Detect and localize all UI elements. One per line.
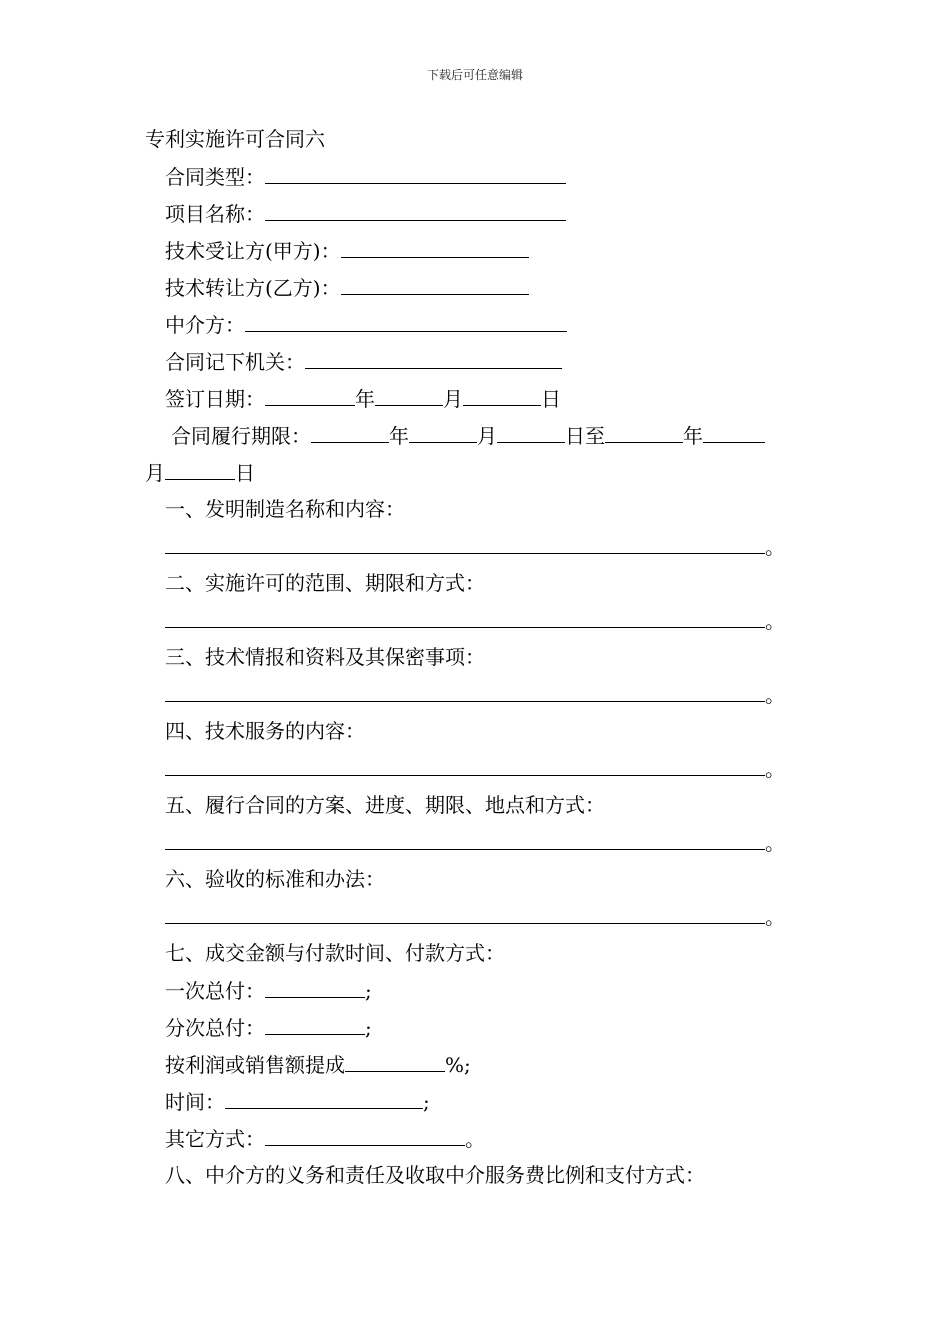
section-3-end: 。 [765,683,785,707]
day-label: 日 [541,387,561,411]
profit-pct-row [145,1049,825,1086]
term-end-month-blank[interactable] [703,420,765,443]
section-3-blank[interactable] [165,679,765,702]
section-6-fill-row [145,901,825,938]
section-2-end: 。 [765,609,785,633]
section-2-blank[interactable] [165,605,765,628]
installment-blank[interactable] [265,1012,365,1035]
other-method-blank[interactable] [265,1123,465,1146]
party-b-label: 技术转让方(乙方)： [165,276,341,300]
section-1-heading: 一、发明制造名称和内容： [165,497,405,521]
registry-blank[interactable] [305,346,562,369]
term-start-month-blank[interactable] [409,420,477,443]
project-name-row [145,198,825,235]
other-method-row [145,1123,825,1160]
section-1-blank[interactable] [165,531,765,554]
day-label: 日 [235,461,255,485]
time-row [145,1086,825,1123]
year-label: 年 [355,387,375,411]
sign-day-blank[interactable] [463,383,541,406]
intermediary-blank[interactable] [245,309,567,332]
percent-label: %; [445,1053,471,1077]
term-end-day-blank[interactable] [165,457,235,480]
contract-document [145,124,825,1197]
document-title: 专利实施许可合同六 [145,127,325,151]
day-to-label: 日至 [565,424,605,448]
contract-type-blank[interactable] [265,161,566,184]
section-2-fill-row [145,605,825,642]
section-4-heading: 四、技术服务的内容： [165,719,365,743]
section-1-end: 。 [765,535,785,559]
year-label: 年 [389,424,409,448]
term-start-day-blank[interactable] [497,420,565,443]
section-5-end: 。 [765,831,785,855]
section-4-blank[interactable] [165,753,765,776]
section-2-heading: 二、实施许可的范围、期限和方式： [165,571,485,595]
registry-label: 合同记下机关： [165,350,305,374]
section-3-heading: 三、技术情报和资料及其保密事项： [165,645,485,669]
installment-row [145,1012,825,1049]
time-label: 时间： [165,1090,225,1114]
sign-date-row [145,383,825,420]
profit-pct-label: 按利润或销售额提成 [165,1053,345,1077]
installment-semicolon: ; [365,1016,372,1040]
month-label: 月 [477,424,497,448]
lump-sum-label: 一次总付： [165,979,265,1003]
party-b-blank[interactable] [341,272,529,295]
section-4-end: 。 [765,757,785,781]
party-a-row [145,235,825,272]
year-label: 年 [683,424,703,448]
contract-type-label: 合同类型： [165,165,265,189]
month-label: 月 [443,387,463,411]
contract-type-row [145,161,825,198]
lump-sum-blank[interactable] [265,975,365,998]
section-3-fill-row [145,679,825,716]
section-5-fill-row [145,827,825,864]
sign-year-blank[interactable] [265,383,355,406]
section-6-end: 。 [765,905,785,929]
section-5-heading: 五、履行合同的方案、进度、期限、地点和方式： [165,793,605,817]
section-8-heading: 八、中介方的义务和责任及收取中介服务费比例和支付方式： [165,1163,705,1187]
project-name-label: 项目名称： [165,202,265,226]
section-6-blank[interactable] [165,901,765,924]
registry-row [145,346,825,383]
term-row-continued [145,457,825,494]
party-a-blank[interactable] [341,235,529,258]
party-a-label: 技术受让方(甲方)： [165,239,341,263]
sign-month-blank[interactable] [375,383,443,406]
term-label: 合同履行期限： [171,424,311,448]
section-7-heading: 七、成交金额与付款时间、付款方式： [165,941,505,965]
section-6-heading: 六、验收的标准和办法： [165,867,385,891]
lump-sum-row [145,975,825,1012]
section-5-blank[interactable] [165,827,765,850]
time-semicolon: ; [423,1090,430,1114]
intermediary-label: 中介方： [165,313,245,337]
other-method-period: 。 [465,1127,485,1151]
time-blank[interactable] [225,1086,423,1109]
installment-label: 分次总付： [165,1016,265,1040]
header-note: 下载后可任意编辑 [426,68,523,82]
month-label: 月 [145,461,165,485]
party-b-row [145,272,825,309]
term-row [145,420,825,457]
section-4-fill-row [145,753,825,790]
term-start-year-blank[interactable] [311,420,389,443]
term-end-year-blank[interactable] [605,420,683,443]
lump-sum-semicolon: ; [365,979,372,1003]
project-name-blank[interactable] [265,198,566,221]
section-1-fill-row [145,531,825,568]
profit-pct-blank[interactable] [345,1049,445,1072]
sign-date-label: 签订日期： [165,387,265,411]
intermediary-row [145,309,825,346]
other-method-label: 其它方式： [165,1127,265,1151]
